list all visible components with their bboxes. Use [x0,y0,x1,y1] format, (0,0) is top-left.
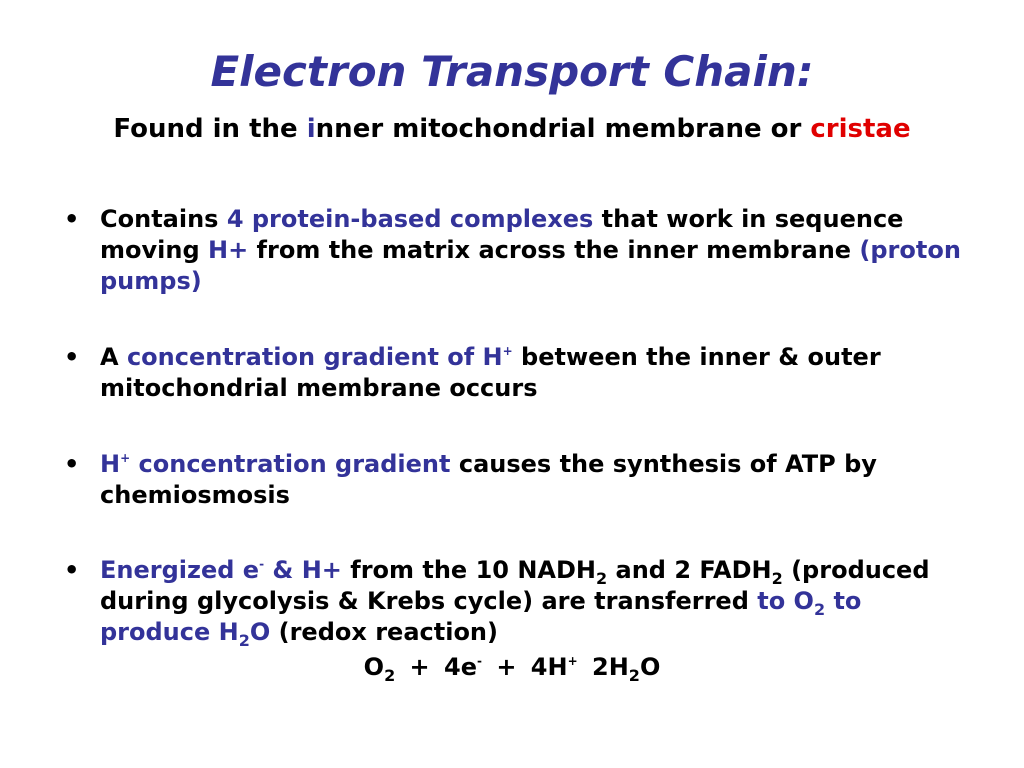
bullet-item-1 [64,204,964,297]
bullet-2-text-c: between the inner & outer mitochondrial membrane occurs [100,343,881,402]
equation-product-o: O [639,653,661,681]
bullet-2-highlight-gradient: concentration gradient of H [126,343,503,371]
bullet-1-text-e: from the matrix across the inner membrane [248,236,860,264]
bullet-icon: • [64,556,80,584]
bullet-4-text-nadh: from the 10 NADH [341,556,596,584]
bullet-icon: • [64,343,80,371]
equation-h2-sub: 2 [628,666,640,685]
bullet-2-sup-plus: + [502,344,513,358]
bullet-3-sup-plus: + [120,451,131,465]
bullet-4-text-fadh: and 2 FADH [607,556,772,584]
bullet-1-text-a: Contains [100,205,227,233]
equation-product: 2H [577,653,629,681]
bullet-icon: • [64,450,80,478]
bullet-icon: • [64,205,80,233]
bullet-1-highlight-complexes: 4 protein-based complexes [226,205,594,233]
equation-e-sup: - [477,654,482,668]
bullet-3-highlight-h: H [100,450,121,478]
bullet-item-3 [64,449,964,511]
bullet-4-highlight-h: & H+ [264,556,342,584]
bullet-3-highlight-gradient: concentration gradient [130,450,451,478]
bullet-4-sub-h2o: 2 [238,631,250,650]
equation-electrons: + 4e [395,653,477,681]
bullet-2-text-a: A [100,343,127,371]
equation-h-sup: + [567,654,578,668]
equation-o: O [363,653,385,681]
bullet-4-highlight-o2: to O [757,587,814,615]
bullet-4-highlight-produce: to produce H [100,587,862,646]
bullet-1-highlight-proton-pumps: (proton pumps) [100,236,961,295]
bullet-3-text-c: causes the synthesis of ATP by chemiosmosis [100,450,877,509]
bullet-1-highlight-h: H+ [208,236,249,264]
bullet-4-text-redox: (redox reaction) [270,618,498,646]
bullet-4-highlight-energized: Energized e [100,556,260,584]
subtitle-highlight-cristae: cristae [810,114,911,144]
bullet-item-4 [64,555,964,648]
bullet-4-text-e: (produced during glycolysis & Krebs cycle) are transferred [100,556,930,615]
redox-equation [0,650,1024,684]
subtitle-text-1: Found in the [113,114,307,144]
bullet-4-sub-fadh: 2 [771,569,783,588]
slide-subtitle [0,112,1024,146]
bullet-1-text-c: that work in sequence moving [100,205,904,264]
subtitle-highlight-i: i [306,114,316,144]
bullet-4-sub-o2: 2 [813,600,826,619]
equation-protons: + 4H [481,653,568,681]
slide-title: Electron Transport Chain: [210,47,814,96]
bullet-4-sub-nadh: 2 [596,569,608,588]
subtitle-text-2: nner mitochondrial membrane or [315,114,811,144]
bullet-4-sup-minus: - [259,557,265,571]
bullet-4-highlight-o: O [249,618,271,646]
equation-o-sub: 2 [384,666,396,685]
bullet-item-2 [64,342,964,404]
